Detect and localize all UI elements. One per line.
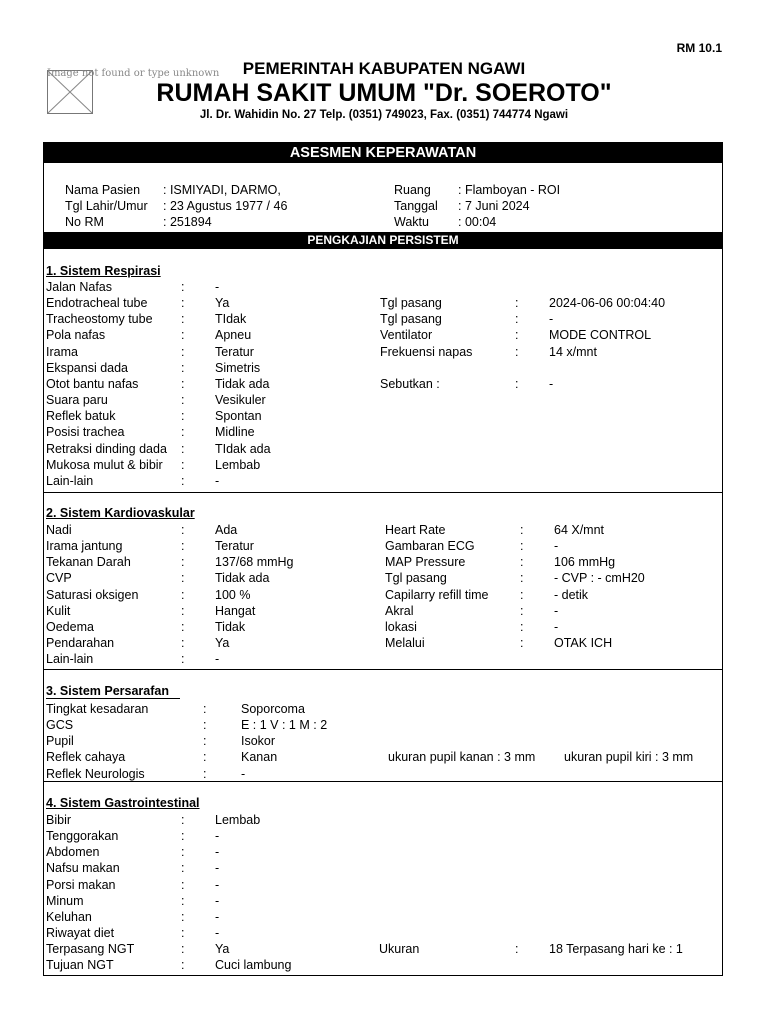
respirasi-left-value: Tidak ada xyxy=(215,376,270,391)
respirasi-right-colon: : xyxy=(515,296,519,311)
kardio-left-label: Kulit xyxy=(46,603,71,618)
respirasi-left-value: TIdak ada xyxy=(215,441,271,456)
gastro-left-colon: : xyxy=(181,958,185,973)
respirasi-left-label: Tracheostomy tube xyxy=(46,312,153,327)
respirasi-right-label: Sebutkan : xyxy=(380,376,440,391)
room-value: : Flamboyan - ROI xyxy=(458,183,561,197)
kardio-right-colon: : xyxy=(520,587,524,602)
time-value: : 00:04 xyxy=(458,215,497,229)
kardio-right-value: - detik xyxy=(554,587,589,602)
kardio-left-value: Tidak xyxy=(215,619,246,634)
section-subtitle: PENGKAJIAN PERSISTEM xyxy=(44,232,722,249)
gastro-left-label: Tenggorakan xyxy=(46,829,119,844)
respirasi-left-colon: : xyxy=(181,409,185,424)
kardio-left-label: Pendarahan xyxy=(46,636,115,651)
respirasi-left-colon: : xyxy=(181,393,185,408)
kardio-left-colon: : xyxy=(181,555,185,570)
respirasi-right-label: Frekuensi napas xyxy=(380,344,473,359)
persarafan-left-colon: : xyxy=(203,750,207,765)
respirasi-left-colon: : xyxy=(181,376,185,391)
broken-image-alt-text: Image not found or type unknown xyxy=(47,68,220,79)
kardio-left-label: CVP xyxy=(46,571,72,586)
persarafan-left-label: Tingkat kesadaran xyxy=(46,702,149,716)
date-value: : 7 Juni 2024 xyxy=(458,199,530,213)
kardio-left-value: Ya xyxy=(215,636,230,651)
kardio-left-colon: : xyxy=(181,587,185,602)
kardio-right-colon: : xyxy=(520,603,524,618)
respirasi-right-label: Ventilator xyxy=(380,328,433,343)
kardio-right-colon: : xyxy=(520,619,524,634)
form-code: RM 10.1 xyxy=(676,41,722,55)
persarafan-left-value: Soporcoma xyxy=(241,702,305,716)
kardio-left-colon: : xyxy=(181,652,185,667)
government-name: PEMERINTAH KABUPATEN NGAWI xyxy=(242,59,526,78)
kardio-left-value: Hangat xyxy=(215,603,256,618)
respirasi-left-value: Spontan xyxy=(215,409,262,424)
kardio-left-label: Lain-lain xyxy=(46,652,94,667)
section-title-gastro: 4. Sistem Gastrointestinal xyxy=(46,796,200,810)
gastro-left-value: Lembab xyxy=(215,813,261,827)
respirasi-right-colon: : xyxy=(515,376,519,391)
gastro-left-label: Keluhan xyxy=(46,909,92,924)
respirasi-left-label: Ekspansi dada xyxy=(46,360,129,375)
gastro-left-value: Cuci lambung xyxy=(215,958,292,973)
kardio-right-value: - xyxy=(554,619,559,634)
kardio-left-colon: : xyxy=(181,603,185,618)
respirasi-left-value: Simetris xyxy=(215,360,261,375)
kardio-right-colon: : xyxy=(520,636,524,651)
persarafan-left-colon: : xyxy=(203,702,207,716)
respirasi-left-value: Apneu xyxy=(215,328,252,343)
gastro-left-colon: : xyxy=(181,909,185,924)
gastro-left-colon: : xyxy=(181,942,185,957)
respirasi-left-label: Retraksi dinding dada xyxy=(46,441,167,456)
patient-dob-label: Tgl Lahir/Umur xyxy=(65,199,148,213)
kardio-right-label: Capilarry refill time xyxy=(385,587,489,602)
kardio-left-label: Tekanan Darah xyxy=(46,555,131,570)
gastro-left-label: Porsi makan xyxy=(46,877,116,892)
gastro-left-label: Minum xyxy=(46,893,84,908)
gastro-left-label: Riwayat diet xyxy=(46,926,115,941)
respirasi-left-label: Posisi trachea xyxy=(46,425,125,440)
kardio-left-colon: : xyxy=(181,571,185,586)
gastro-left-colon: : xyxy=(181,845,185,860)
respirasi-left-label: Endotracheal tube xyxy=(46,296,148,311)
respirasi-left-value: Vesikuler xyxy=(215,393,266,408)
kardio-right-value: 106 mmHg xyxy=(554,555,616,570)
kardio-right-colon: : xyxy=(520,523,524,537)
gastro-left-value: - xyxy=(215,845,220,860)
gastro-right-colon: : xyxy=(515,942,519,957)
section-divider xyxy=(44,781,722,782)
gastro-left-value: Ya xyxy=(215,942,230,957)
kardio-right-label: Heart Rate xyxy=(385,523,446,537)
respirasi-left-colon: : xyxy=(181,280,185,294)
section-title-kardio: 2. Sistem Kardiovaskular xyxy=(46,506,195,520)
kardio-left-label: Saturasi oksigen xyxy=(46,587,139,602)
patient-rm-label: No RM xyxy=(65,215,104,229)
respirasi-left-value: TIdak xyxy=(215,312,247,327)
respirasi-left-colon: : xyxy=(181,344,185,359)
gastro-left-value: - xyxy=(215,861,220,876)
respirasi-left-colon: : xyxy=(181,296,185,311)
respirasi-left-value: Ya xyxy=(215,296,230,311)
respirasi-left-colon: : xyxy=(181,473,185,488)
gastro-left-colon: : xyxy=(181,893,185,908)
pupil-left-size: ukuran pupil kiri : 3 mm xyxy=(564,750,694,764)
patient-rm-value: : 251894 xyxy=(163,215,212,229)
time-label: Waktu xyxy=(394,215,429,229)
persarafan-left-label: Reflek cahaya xyxy=(46,750,126,765)
gastro-right-label: Ukuran xyxy=(379,942,420,957)
kardio-right-colon: : xyxy=(520,571,524,586)
section-divider xyxy=(44,492,722,493)
gastro-left-label: Bibir xyxy=(46,813,72,827)
room-label: Ruang xyxy=(394,183,431,197)
kardio-right-value: OTAK ICH xyxy=(554,636,613,651)
section-title-respirasi: 1. Sistem Respirasi xyxy=(46,264,161,278)
respirasi-left-label: Mukosa mulut & bibir xyxy=(46,457,163,472)
kardio-left-value: Teratur xyxy=(215,539,254,554)
pupil-right-size: ukuran pupil kanan : 3 mm xyxy=(388,750,536,764)
kardio-right-colon: : xyxy=(520,555,524,570)
gastro-left-value: - xyxy=(215,909,220,924)
kardio-right-label: lokasi xyxy=(385,619,417,634)
respirasi-left-colon: : xyxy=(181,328,185,343)
hospital-address: Jl. Dr. Wahidin No. 27 Telp. (0351) 749023, Fax. (0351) 744774 Ngawi xyxy=(199,109,569,121)
kardio-left-value: Ada xyxy=(215,523,238,537)
respirasi-left-label: Pola nafas xyxy=(46,328,106,343)
respirasi-left-colon: : xyxy=(181,457,185,472)
kardio-right-label: Melalui xyxy=(385,636,425,651)
hospital-name: RUMAH SAKIT UMUM "Dr. SOEROTO" xyxy=(156,79,612,107)
patient-dob-value: : 23 Agustus 1977 / 46 xyxy=(163,199,288,213)
respirasi-left-colon: : xyxy=(181,425,185,440)
gastro-left-label: Abdomen xyxy=(46,845,100,860)
kardio-left-value: Tidak ada xyxy=(215,571,270,586)
persarafan-left-label: Pupil xyxy=(46,734,74,749)
kardio-left-colon: : xyxy=(181,636,185,651)
persarafan-left-label: GCS xyxy=(46,718,74,733)
date-label: Tanggal xyxy=(394,199,438,213)
persarafan-left-label: Reflek Neurologis xyxy=(46,766,145,781)
persarafan-left-colon: : xyxy=(203,734,207,749)
persarafan-left-colon: : xyxy=(203,766,207,781)
respirasi-right-colon: : xyxy=(515,312,519,327)
kardio-left-label: Irama jantung xyxy=(46,539,123,554)
gastro-left-label: Terpasang NGT xyxy=(46,942,135,957)
kardio-left-colon: : xyxy=(181,523,185,537)
gastro-left-label: Nafsu makan xyxy=(46,861,120,876)
respirasi-right-colon: : xyxy=(515,328,519,343)
persarafan-left-colon: : xyxy=(203,718,207,733)
gastro-left-value: - xyxy=(215,926,220,941)
respirasi-right-colon: : xyxy=(515,344,519,359)
gastro-left-colon: : xyxy=(181,813,185,827)
kardio-right-label: Akral xyxy=(385,603,414,618)
respirasi-left-value: Lembab xyxy=(215,457,261,472)
respirasi-left-label: Irama xyxy=(46,344,78,359)
kardio-right-colon: : xyxy=(520,539,524,554)
kardio-right-label: Gambaran ECG xyxy=(385,539,475,554)
gastro-left-colon: : xyxy=(181,829,185,844)
persarafan-left-value: E : 1 V : 1 M : 2 xyxy=(241,718,328,733)
respirasi-right-value: - xyxy=(549,312,554,327)
respirasi-left-value: Midline xyxy=(215,425,255,440)
respirasi-left-value: Teratur xyxy=(215,344,254,359)
respirasi-right-value: - xyxy=(549,376,554,391)
respirasi-left-value: - xyxy=(215,280,220,294)
kardio-right-value: - xyxy=(554,539,559,554)
kardio-left-label: Nadi xyxy=(46,523,72,537)
kardio-left-value: 100 % xyxy=(215,587,251,602)
gastro-left-value: - xyxy=(215,877,220,892)
kardio-right-value: - xyxy=(554,603,559,618)
gastro-left-value: - xyxy=(215,893,220,908)
respirasi-right-value: 14 x/mnt xyxy=(549,344,597,359)
gastro-left-value: - xyxy=(215,829,220,844)
respirasi-right-value: MODE CONTROL xyxy=(549,328,652,343)
kardio-left-value: - xyxy=(215,652,220,667)
kardio-left-value: 137/68 mmHg xyxy=(215,555,294,570)
respirasi-left-label: Jalan Nafas xyxy=(46,280,113,294)
kardio-right-value: - CVP : - cmH20 xyxy=(554,571,645,586)
persarafan-left-value: Isokor xyxy=(241,734,276,749)
respirasi-left-colon: : xyxy=(181,360,185,375)
kardio-right-label: MAP Pressure xyxy=(385,555,466,570)
respirasi-left-label: Suara paru xyxy=(46,393,108,408)
gastro-left-label: Tujuan NGT xyxy=(46,958,114,973)
patient-name-label: Nama Pasien xyxy=(65,183,141,197)
respirasi-right-label: Tgl pasang xyxy=(380,312,442,327)
respirasi-right-label: Tgl pasang xyxy=(380,296,442,311)
section-title-persarafan: 3. Sistem Persarafan xyxy=(46,684,169,698)
gastro-left-colon: : xyxy=(181,926,185,941)
respirasi-left-label: Lain-lain xyxy=(46,473,94,488)
kardio-left-colon: : xyxy=(181,539,185,554)
kardio-left-colon: : xyxy=(181,619,185,634)
persarafan-left-value: - xyxy=(241,766,246,781)
respirasi-left-label: Reflek batuk xyxy=(46,409,116,424)
respirasi-left-colon: : xyxy=(181,441,185,456)
gastro-left-colon: : xyxy=(181,861,185,876)
respirasi-left-label: Otot bantu nafas xyxy=(46,376,139,391)
gastro-left-colon: : xyxy=(181,877,185,892)
respirasi-right-value: 2024-06-06 00:04:40 xyxy=(549,296,666,311)
gastro-right-value: 18 Terpasang hari ke : 1 xyxy=(549,942,683,957)
persarafan-left-value: Kanan xyxy=(241,750,278,765)
section-title-underline xyxy=(46,698,180,699)
respirasi-left-colon: : xyxy=(181,312,185,327)
kardio-right-label: Tgl pasang xyxy=(385,571,447,586)
kardio-right-value: 64 X/mnt xyxy=(554,523,605,537)
kardio-left-label: Oedema xyxy=(46,619,94,634)
patient-name-value: : ISMIYADI, DARMO, xyxy=(163,183,281,197)
respirasi-left-value: - xyxy=(215,473,220,488)
form-title: ASESMEN KEPERAWATAN xyxy=(44,143,722,163)
section-divider xyxy=(44,669,722,670)
